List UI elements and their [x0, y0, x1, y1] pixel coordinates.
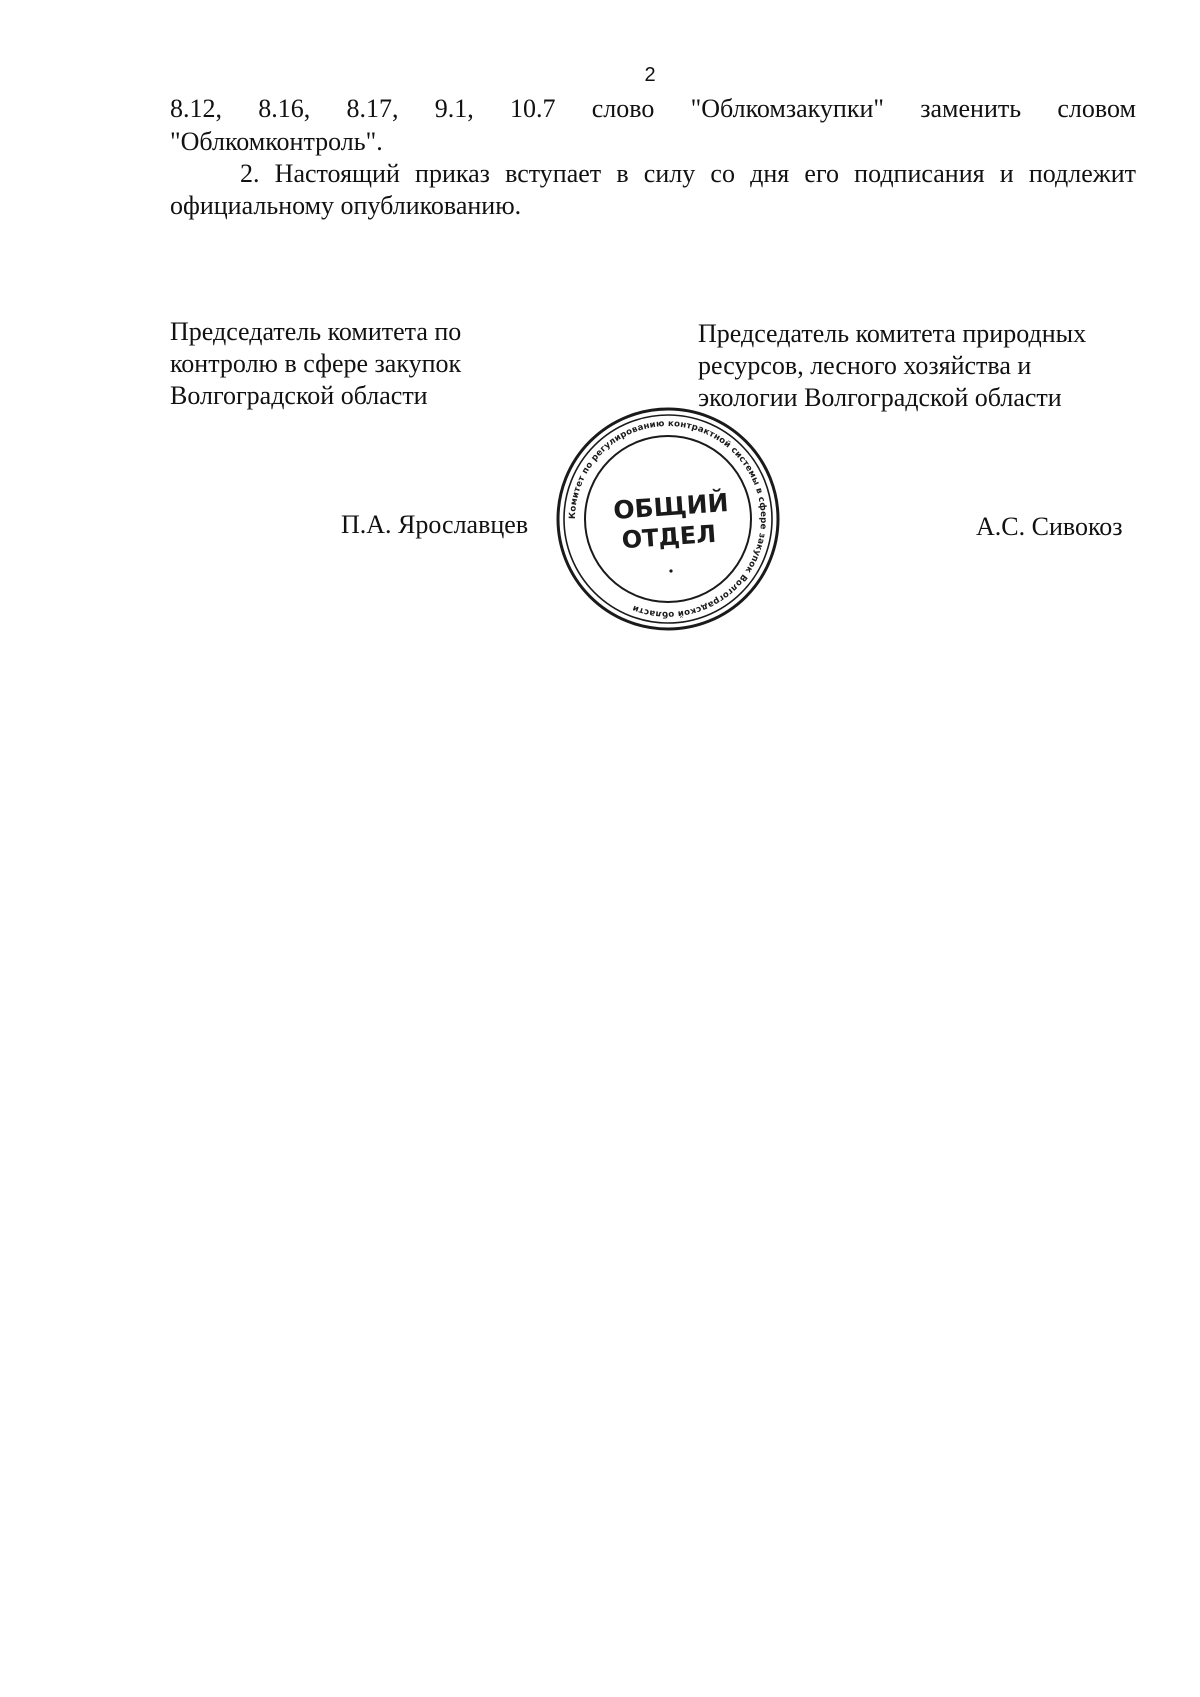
stamp-center-line-2: ОТДЕЛ: [620, 519, 718, 555]
signatory-left-name: П.А. Ярославцев: [341, 510, 529, 539]
word: 8.12,: [170, 94, 222, 123]
paragraph-1-line-2: "Облкомконтроль".: [170, 127, 383, 156]
signature-left-title-line: контролю в сфере закупок: [170, 349, 462, 378]
signature-right-title-line: ресурсов, лесного хозяйства и: [698, 351, 1032, 380]
stamp-dot: [669, 569, 672, 572]
paragraph-2: 2. Настоящий приказ вступает в силу со дня его подписания и подлежит официальному опубликованию.: [170, 159, 1136, 220]
paragraph-1-line-1: [170, 93, 1136, 125]
word: 9.1,: [434, 94, 474, 123]
word: 8.16,: [258, 94, 311, 123]
signature-right-title: [698, 318, 1158, 414]
word: "Облкомзакупки": [690, 94, 884, 123]
stamp-center-line-1: ОБЩИЙ: [612, 488, 730, 525]
word: заменить: [920, 94, 1022, 123]
official-stamp: [553, 404, 783, 634]
signature-left-title: [170, 316, 590, 412]
word: слово: [591, 94, 655, 123]
word: 8.17,: [346, 94, 399, 123]
signatory-right-name: А.С. Сивокоз: [976, 512, 1123, 541]
word: 10.7: [510, 94, 556, 123]
word: словом: [1057, 94, 1136, 123]
signature-right-title-line: Председатель комитета природных: [698, 319, 1087, 348]
signature-right-title-line: экологии Волгоградской области: [698, 383, 1062, 412]
signature-left-title-line: Волгоградской области: [170, 381, 428, 410]
stamp-ring-text: Комитет по регулированию контрактной системы в сфере закупок Волгоградской области: [567, 418, 769, 620]
page-number: 2: [644, 64, 656, 86]
signature-left-title-line: Председатель комитета по: [170, 317, 462, 346]
